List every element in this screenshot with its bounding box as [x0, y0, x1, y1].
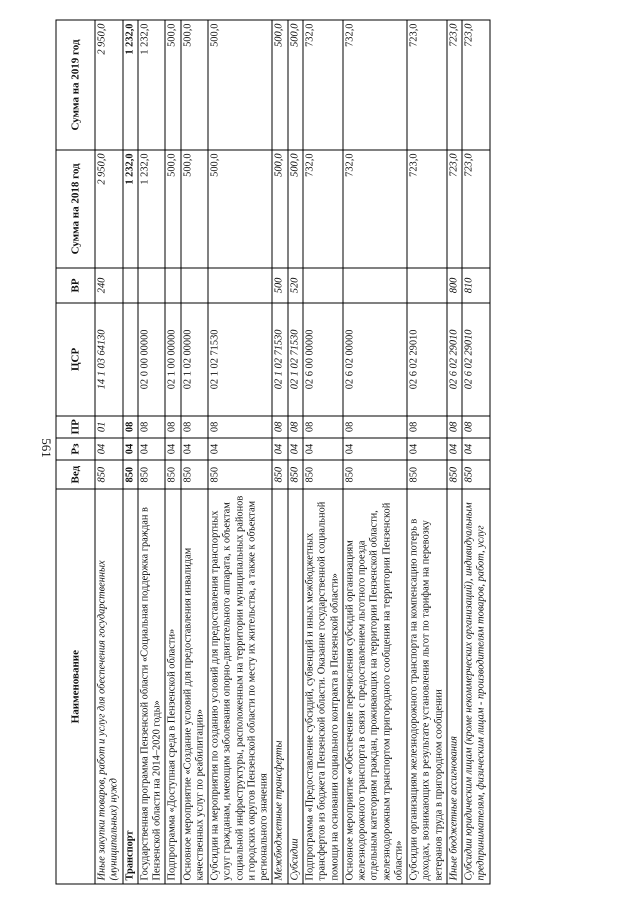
cell-csr — [123, 303, 138, 416]
cell-pr: 08 — [165, 416, 180, 438]
cell-pr: 08 — [288, 416, 303, 438]
table-row — [181, 20, 209, 884]
cell-ved: 850 — [95, 460, 123, 489]
cell-sum-2018: 500,0 — [272, 150, 287, 268]
cell-sum-2018: 2 950,0 — [95, 150, 123, 268]
table-row — [138, 20, 166, 884]
cell-vr — [208, 268, 272, 303]
cell-sum-2018: 1 232,0 — [138, 150, 166, 268]
cell-ved: 850 — [123, 460, 138, 489]
cell-sum-2019: 2 950,0 — [95, 20, 123, 150]
cell-csr: 02 1 02 71530 — [208, 303, 272, 416]
cell-rz: 04 — [123, 438, 138, 460]
cell-vr: 500 — [272, 268, 287, 303]
header-name: Наименование — [56, 489, 95, 884]
cell-pr: 08 — [208, 416, 272, 438]
cell-pr: 08 — [447, 416, 462, 438]
table-row — [165, 20, 180, 884]
cell-csr: 02 1 02 71530 — [288, 303, 303, 416]
cell-csr: 02 6 02 00000 — [343, 303, 407, 416]
cell-name: Иные закупки товаров, работ и услуг для обеспечения государственных (муниципальных) нужд — [95, 489, 123, 884]
cell-sum-2018: 723,0 — [447, 150, 462, 268]
cell-rz: 04 — [407, 438, 447, 460]
cell-rz: 04 — [288, 438, 303, 460]
cell-pr: 01 — [95, 416, 123, 438]
table-header-row — [56, 20, 95, 884]
cell-pr: 08 — [181, 416, 209, 438]
cell-sum-2019: 500,0 — [181, 20, 209, 150]
cell-vr — [407, 268, 447, 303]
cell-sum-2018: 723,0 — [407, 150, 447, 268]
header-pr: ПР — [56, 416, 95, 438]
cell-ved: 850 — [343, 460, 407, 489]
header-ved: Вед — [56, 460, 95, 489]
table-row — [343, 20, 407, 884]
table-row — [208, 20, 272, 884]
cell-vr — [138, 268, 166, 303]
table-row — [272, 20, 287, 884]
cell-vr — [165, 268, 180, 303]
cell-sum-2019: 1 232,0 — [123, 20, 138, 150]
cell-sum-2019: 732,0 — [303, 20, 343, 150]
cell-sum-2019: 732,0 — [343, 20, 407, 150]
cell-ved: 850 — [288, 460, 303, 489]
cell-sum-2018: 500,0 — [288, 150, 303, 268]
cell-sum-2019: 1 232,0 — [138, 20, 166, 150]
cell-rz: 04 — [303, 438, 343, 460]
cell-name: Субсидии юридическим лицам (кроме некоммерческих организаций), индивидуальным предпринимателям, физическим лицам - производителям товаров, работ, услуг — [462, 489, 490, 884]
header-csr: ЦСР — [56, 303, 95, 416]
cell-sum-2019: 500,0 — [165, 20, 180, 150]
cell-sum-2018: 732,0 — [303, 150, 343, 268]
cell-rz: 04 — [165, 438, 180, 460]
cell-ved: 850 — [462, 460, 490, 489]
cell-csr: 02 6 02 29010 — [407, 303, 447, 416]
cell-pr: 08 — [272, 416, 287, 438]
cell-csr: 02 6 02 29010 — [447, 303, 462, 416]
cell-vr — [123, 268, 138, 303]
cell-vr: 520 — [288, 268, 303, 303]
cell-name: Основное мероприятие «Обеспечение перечисления субсидий организациям железнодорожного транспорта в связи с предоставлением льготного проезда отдельным категориям граждан, проживающих на территории Пензенской области, железнодорожным транспортом пригородного сообщения на территории Пензенской области» — [343, 489, 407, 884]
cell-pr: 08 — [123, 416, 138, 438]
cell-name: Основное мероприятие «Создание условий для предоставления инвалидам качественных услуг по реабилитации» — [181, 489, 209, 884]
cell-name: Иные бюджетные ассигнования — [447, 489, 462, 884]
header-sum-2018: Сумма на 2018 год — [56, 150, 95, 268]
cell-rz: 04 — [208, 438, 272, 460]
cell-csr: 02 6 02 29010 — [462, 303, 490, 416]
cell-csr: 02 1 00 00000 — [165, 303, 180, 416]
cell-sum-2018: 732,0 — [343, 150, 407, 268]
cell-sum-2019: 723,0 — [447, 20, 462, 150]
cell-sum-2019: 500,0 — [208, 20, 272, 150]
cell-pr: 08 — [462, 416, 490, 438]
cell-sum-2018: 500,0 — [208, 150, 272, 268]
cell-rz: 04 — [95, 438, 123, 460]
cell-ved: 850 — [181, 460, 209, 489]
cell-pr: 08 — [138, 416, 166, 438]
cell-csr: 14 1 03 64130 — [95, 303, 123, 416]
table-row — [123, 20, 138, 884]
cell-name: Субсидии на мероприятия по созданию условий для предоставления транспортных услуг гражданам, имеющим заболевания опорно-двигательного аппарата, к объектам социальной инфраструктуры, расположенным на территории муниципальных районов и городских округов Пензенской области по месту их жительства, а также к объектам регионального значения — [208, 489, 272, 884]
cell-ved: 850 — [165, 460, 180, 489]
table-row — [95, 20, 123, 884]
cell-pr: 08 — [343, 416, 407, 438]
cell-rz: 04 — [462, 438, 490, 460]
cell-sum-2018: 500,0 — [181, 150, 209, 268]
cell-vr: 800 — [447, 268, 462, 303]
cell-rz: 04 — [447, 438, 462, 460]
cell-csr: 02 0 00 00000 — [138, 303, 166, 416]
cell-vr — [343, 268, 407, 303]
header-sum-2019: Сумма на 2019 год — [56, 20, 95, 150]
budget-table — [56, 20, 491, 885]
cell-vr — [303, 268, 343, 303]
cell-ved: 850 — [272, 460, 287, 489]
budget-table-container — [56, 20, 586, 885]
cell-vr: 240 — [95, 268, 123, 303]
cell-ved: 850 — [407, 460, 447, 489]
cell-csr: 02 1 02 71530 — [272, 303, 287, 416]
cell-sum-2018: 723,0 — [462, 150, 490, 268]
cell-name: Подпрограмма «Доступная среда в Пензенской области» — [165, 489, 180, 884]
cell-sum-2018: 1 232,0 — [123, 150, 138, 268]
cell-name: Субсидии организациям железнодорожного транспорта на компенсацию потерь в доходах, возникающих в результате установления льгот по тарифам на перевозку ветеранов труда в пригородном сообщении — [407, 489, 447, 884]
cell-name: Субсидии — [288, 489, 303, 884]
cell-ved: 850 — [208, 460, 272, 489]
cell-rz: 04 — [272, 438, 287, 460]
cell-vr: 810 — [462, 268, 490, 303]
cell-sum-2019: 500,0 — [272, 20, 287, 150]
table-row — [462, 20, 490, 884]
table-row — [407, 20, 447, 884]
cell-name: Подпрограмма «Предоставление субсидий, субвенций и иных межбюджетных трансфертов из бюджета Пензенской области. Оказание государственной социальной помощи на основании социального контракта в Пензенской области» — [303, 489, 343, 884]
cell-rz: 04 — [343, 438, 407, 460]
cell-sum-2019: 723,0 — [407, 20, 447, 150]
cell-ved: 850 — [447, 460, 462, 489]
header-rz: Рз — [56, 438, 95, 460]
cell-name: Государственная программа Пензенской области «Социальная поддержка граждан в Пензенской области на 2014–2020 годы» — [138, 489, 166, 884]
cell-vr — [181, 268, 209, 303]
table-body — [95, 20, 490, 884]
cell-name: Транспорт — [123, 489, 138, 884]
cell-name: Межбюджетные трансферты — [272, 489, 287, 884]
cell-rz: 04 — [181, 438, 209, 460]
cell-ved: 850 — [138, 460, 166, 489]
table-row — [303, 20, 343, 884]
cell-sum-2019: 500,0 — [288, 20, 303, 150]
cell-sum-2019: 723,0 — [462, 20, 490, 150]
cell-pr: 08 — [303, 416, 343, 438]
cell-csr: 02 6 00 00000 — [303, 303, 343, 416]
page-number: 561 — [38, 438, 54, 458]
table-row — [288, 20, 303, 884]
header-vr: ВР — [56, 268, 95, 303]
cell-sum-2018: 500,0 — [165, 150, 180, 268]
table-row — [447, 20, 462, 884]
cell-pr: 08 — [407, 416, 447, 438]
cell-ved: 850 — [303, 460, 343, 489]
cell-rz: 04 — [138, 438, 166, 460]
cell-csr: 02 1 02 00000 — [181, 303, 209, 416]
